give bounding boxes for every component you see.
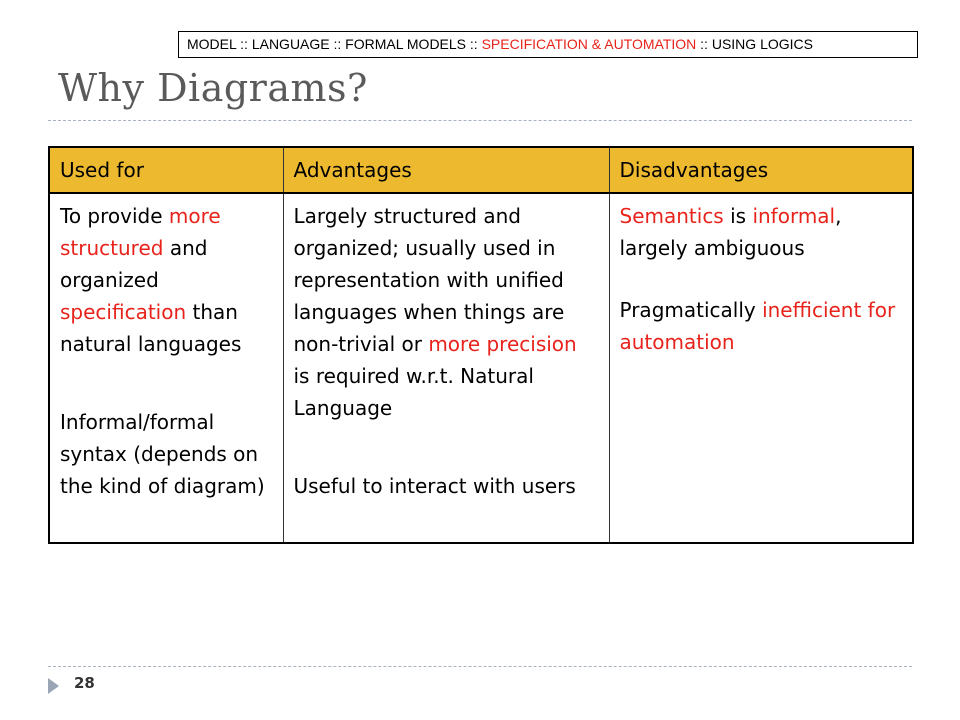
header-used-for: Used for [49, 147, 283, 193]
header-disadvantages: Disadvantages [609, 147, 913, 193]
text-run: Pragmatically [619, 298, 763, 322]
triangle-right-icon [48, 678, 59, 694]
highlight-run: specification [60, 300, 187, 324]
breadcrumb-path: MODEL :: LANGUAGE :: FORMAL MODELS :: [187, 36, 482, 52]
slide-title: Why Diagrams? [58, 66, 368, 110]
disadvantages-automation-text [620, 294, 903, 358]
bottom-divider [48, 666, 912, 667]
breadcrumb-tail: :: USING LOGICS [696, 36, 813, 52]
cell-used-for [49, 193, 283, 543]
breadcrumb [178, 31, 918, 58]
used-for-text [60, 200, 273, 360]
text-run: is required w.r.t. Natural Language [293, 364, 534, 420]
page-number: 28 [74, 674, 95, 692]
disadvantages-text [620, 200, 903, 264]
text-run: is [723, 204, 753, 228]
advantages-users-text: Useful to interact with users [293, 474, 576, 498]
highlight-run: inefficient for automation [619, 298, 896, 354]
table-header-row [49, 147, 913, 193]
highlight-run: Semantics [619, 204, 724, 228]
text-run: Largely structured and organized; usually used in representation with unified languages when things are non-trivial or [293, 204, 565, 356]
breadcrumb-current: SPECIFICATION & AUTOMATION [481, 36, 697, 52]
highlight-run: more precision [428, 332, 577, 356]
highlight-run: more structured [60, 204, 221, 260]
text-run: and organized [60, 236, 208, 292]
cell-disadvantages [609, 193, 913, 543]
header-advantages: Advantages [283, 147, 609, 193]
text-run: than natural languages [60, 300, 242, 356]
top-divider [48, 120, 912, 121]
text-run: , largely ambiguous [619, 204, 842, 260]
text-run: To provide [60, 204, 169, 228]
advantages-text [294, 200, 599, 424]
table-row [49, 193, 913, 543]
cell-advantages [283, 193, 609, 543]
highlight-run: informal [752, 204, 836, 228]
used-for-syntax-text: Informal/formal syntax (depends on the kind of diagram) [60, 410, 265, 498]
comparison-table [48, 146, 914, 544]
